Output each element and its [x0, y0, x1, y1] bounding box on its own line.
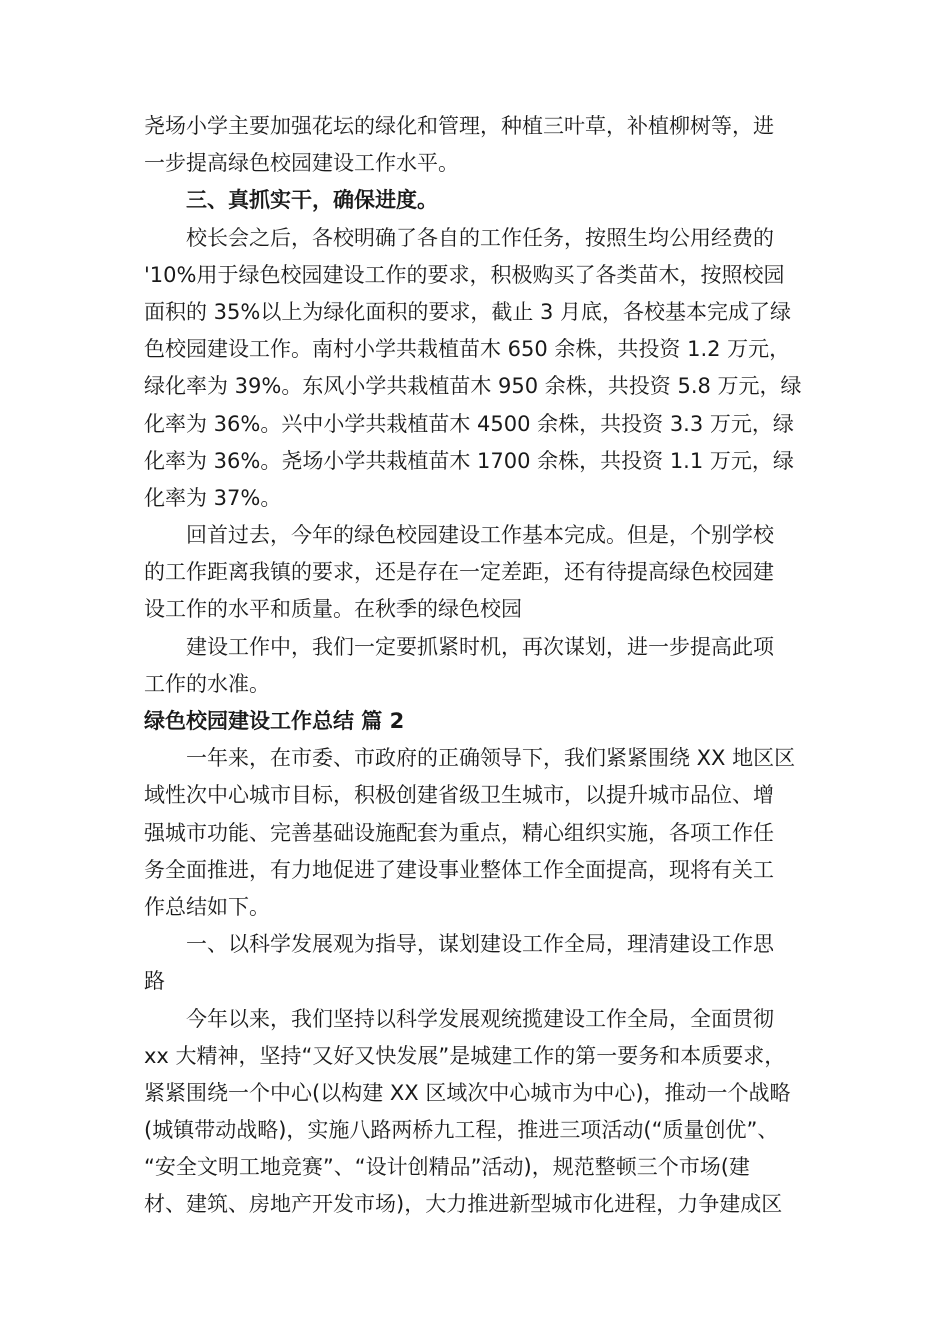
text-line: '10%用于绿色校园建设工作的要求，积极购买了各类苗木，按照校园: [144, 262, 785, 287]
text-line: 设工作的水平和质量。在秋季的绿色校园: [144, 597, 522, 622]
text-line: 绿化率为 39%。东风小学共栽植苗木 950 余株，共投资 5.8 万元，绿: [144, 374, 802, 399]
text-line: xx 大精神，坚持“又好又快发展”是城建工作的第一要务和本质要求，: [144, 1043, 786, 1068]
section-heading: 绿色校园建设工作总结 篇 2: [144, 709, 405, 733]
text-line: 域性次中心城市目标，积极创建省级卫生城市，以提升城市品位、增: [144, 783, 774, 808]
text-line: 一年来，在市委、市政府的正确领导下，我们紧紧围绕 XX 地区区: [186, 746, 796, 771]
text-line: 作总结如下。: [144, 894, 270, 919]
text-line: 化率为 37%。: [144, 485, 282, 510]
text-line: 回首过去，今年的绿色校园建设工作基本完成。但是，个别学校: [186, 523, 774, 548]
text-line: 今年以来，我们坚持以科学发展观统揽建设工作全局，全面贯彻: [186, 1006, 774, 1031]
text-line: 强城市功能、完善基础设施配套为重点，精心组织实施，各项工作任: [144, 820, 774, 845]
document-body: [144, 108, 812, 1224]
text-line: 一、以科学发展观为指导，谋划建设工作全局，理清建设工作思: [186, 932, 774, 957]
text-line: 一步提高绿色校园建设工作水平。: [144, 151, 459, 176]
text-line: 路: [144, 969, 165, 994]
text-line: 的工作距离我镇的要求，还是存在一定差距，还有待提高绿色校园建: [144, 560, 774, 585]
text-line: 建设工作中，我们一定要抓紧时机，再次谋划，进一步提高此项: [186, 634, 774, 659]
text-line: 面积的 35%以上为绿化面积的要求，截止 3 月底，各校基本完成了绿: [144, 299, 792, 324]
text-line: 材、建筑、房地产开发市场)，大力推进新型城市化进程，力争建成区: [144, 1192, 783, 1217]
text-line: 紧紧围绕一个中心(以构建 XX 区域次中心城市为中心)，推动一个战略: [144, 1080, 791, 1105]
text-line: 务全面推进，有力地促进了建设事业整体工作全面提高，现将有关工: [144, 857, 774, 882]
text-line: (城镇带动战略)，实施八路两桥九工程，推进三项活动(“质量创优”、: [144, 1118, 779, 1143]
text-line: 工作的水准。: [144, 671, 270, 696]
text-line: 校长会之后，各校明确了各自的工作任务，按照生均公用经费的: [186, 225, 774, 250]
text-line: 化率为 36%。兴中小学共栽植苗木 4500 余株，共投资 3.3 万元，绿: [144, 411, 794, 436]
section-heading: 三、真抓实干，确保进度。: [186, 188, 438, 213]
text-line: 尧场小学主要加强花坛的绿化和管理，种植三叶草，补植柳树等，进: [144, 114, 774, 138]
text-line: 化率为 36%。尧场小学共栽植苗木 1700 余株，共投资 1.1 万元，绿: [144, 448, 794, 473]
text-line: 色校园建设工作。南村小学共栽植苗木 650 余株，共投资 1.2 万元，: [144, 337, 791, 362]
text-line: “安全文明工地竞赛”、“设计创精品”活动)，规范整顿三个市场(建: [144, 1155, 750, 1180]
